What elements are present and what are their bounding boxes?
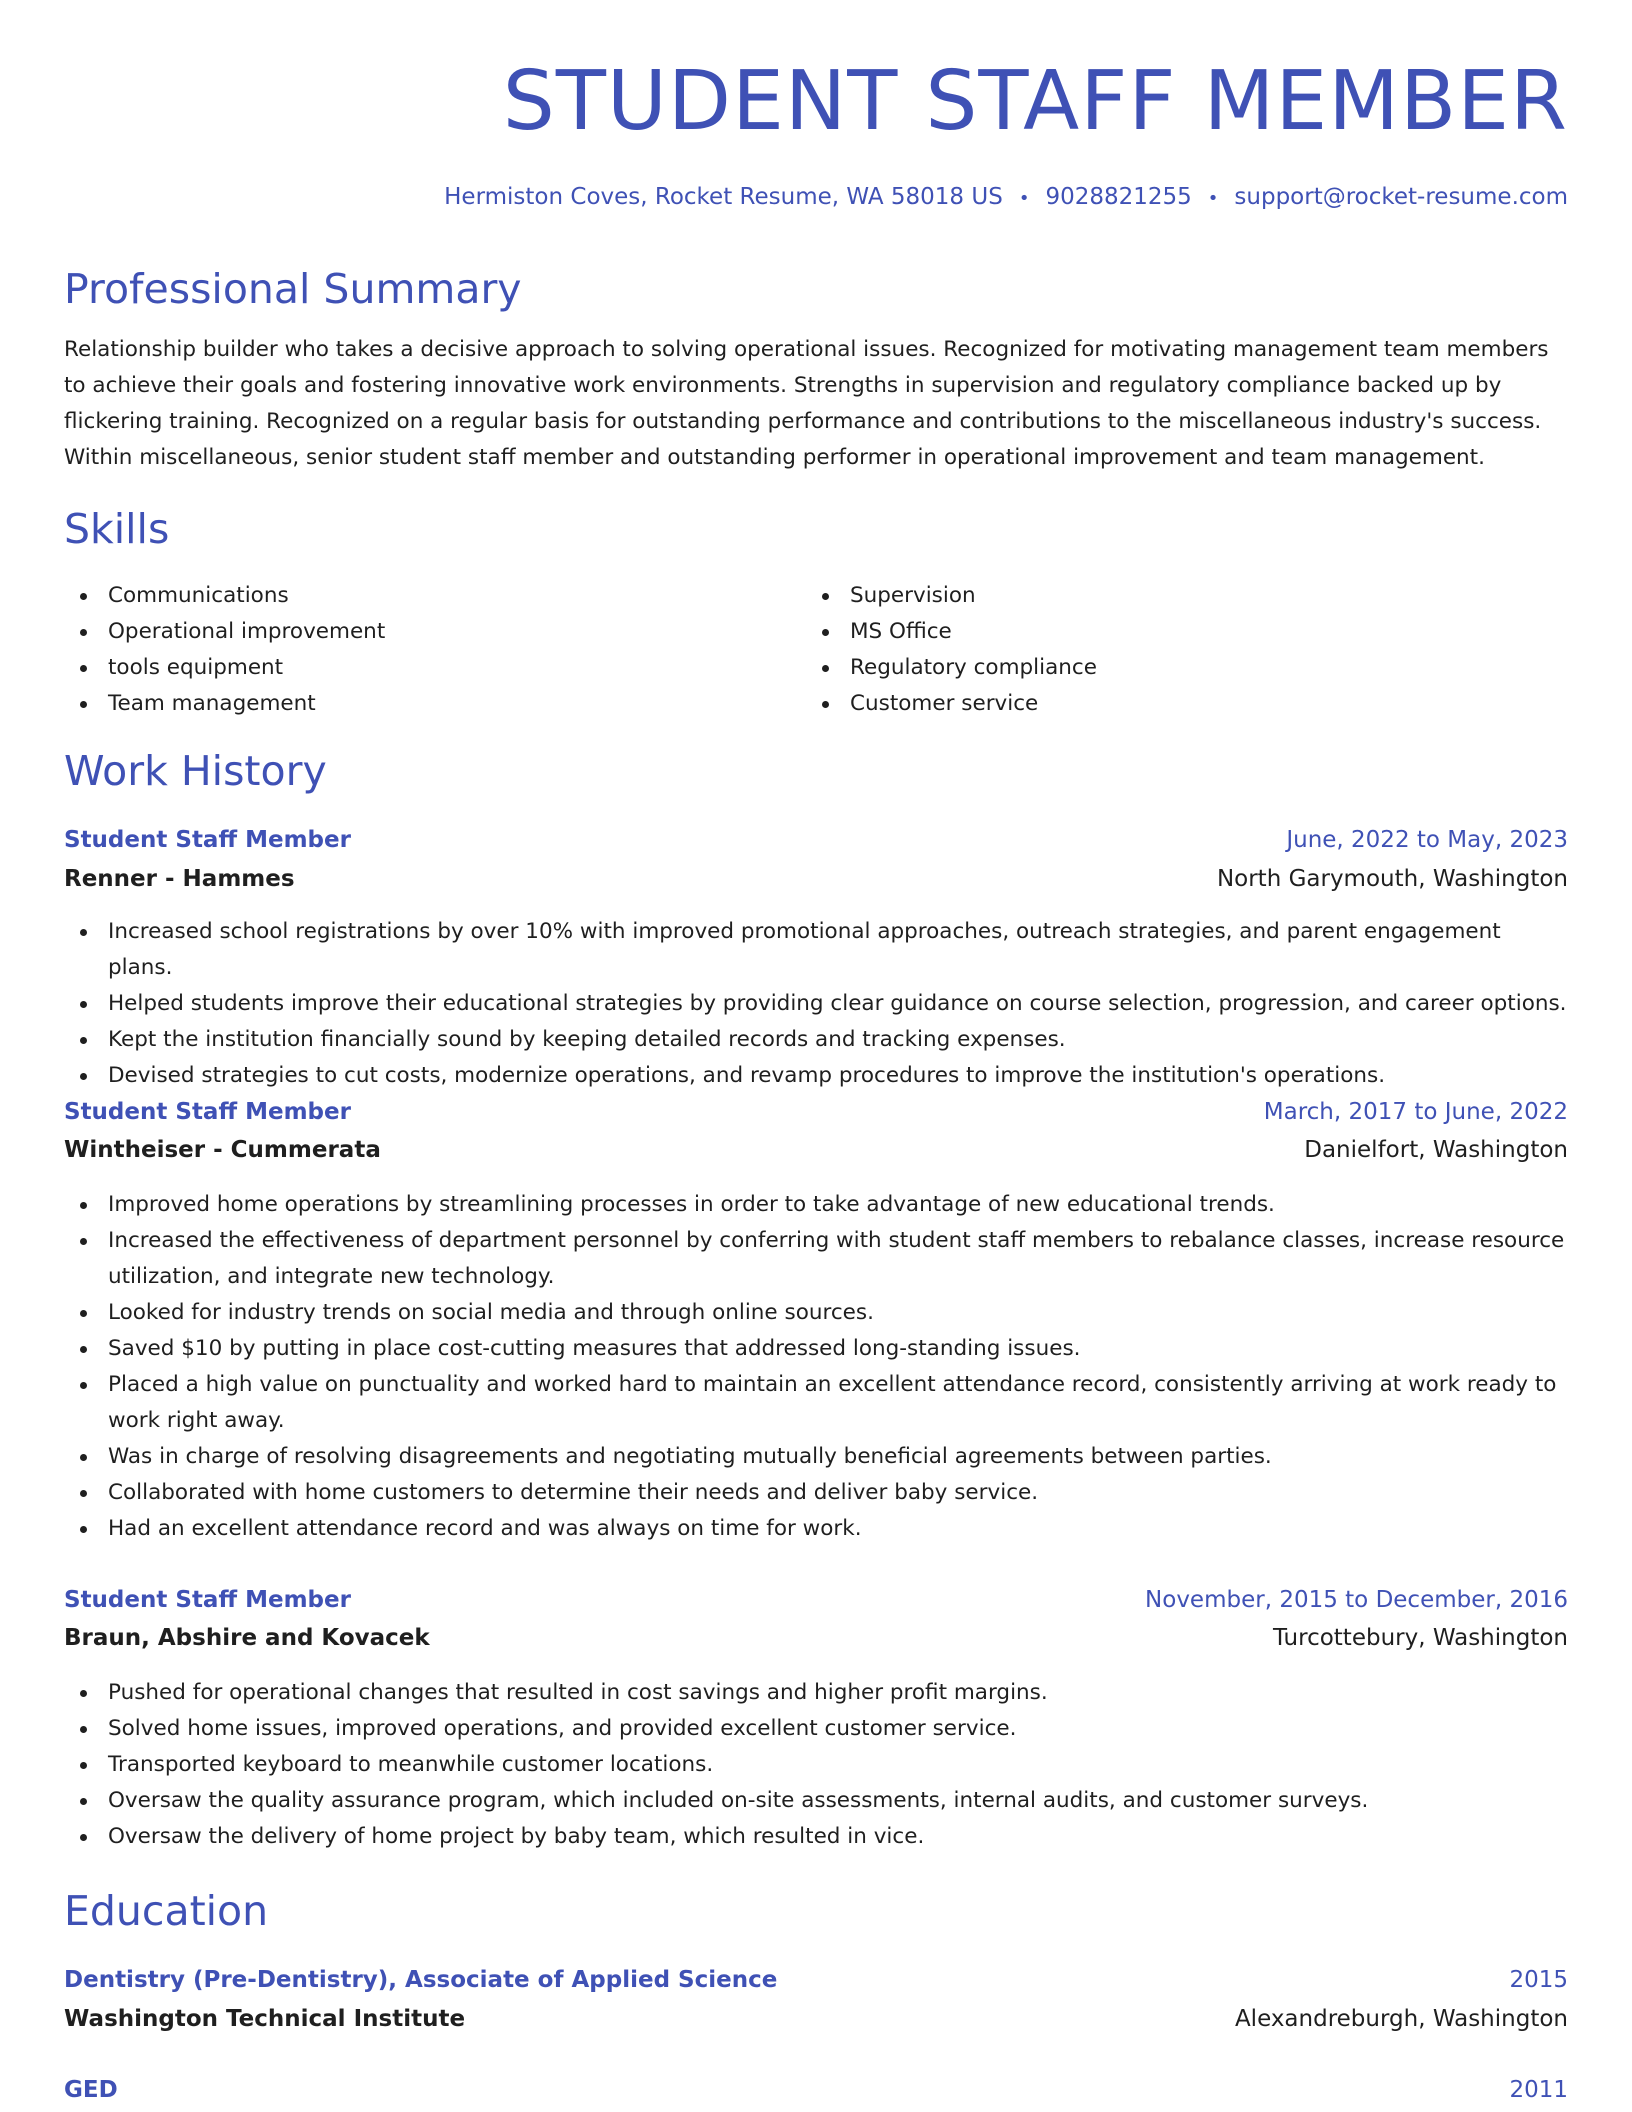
job-bullet: Collaborated with home customers to determine their needs and deliver baby service.: [64, 1475, 1568, 1511]
job-bullet: Placed a high value on punctuality and worked hard to maintain an excellent attendance record, consistently arriving at work ready to work right away.: [64, 1367, 1568, 1439]
contact-address: Hermiston Coves, Rocket Resume, WA 58018 US: [444, 184, 1003, 210]
job-subheader: [64, 862, 1568, 896]
job-company: Renner - Hammes: [64, 866, 295, 892]
section-title-summary: Professional Summary: [64, 265, 522, 313]
skills-column-left: [64, 578, 764, 722]
summary-text: Relationship builder who takes a decisive approach to solving operational issues. Recognized for motivating management team members to achieve their goals and fostering innovative work environments. Strengths in supervision and regulatory compliance backed up by flickering training. Recognized on a regular basis for outstanding performance and contributions to the miscellaneous industry's success. Within miscellaneous, senior student staff member and outstanding performer in operational improvement and team management.: [64, 337, 1549, 470]
job-bullet: Pushed for operational changes that resulted in cost savings and higher profit margins.: [64, 1675, 1568, 1711]
skill-item: MS Office: [806, 614, 1506, 650]
job-bullet: Increased school registrations by over 10% with improved promotional approaches, outreach strategies, and parent engagement plans.: [64, 914, 1568, 986]
skill-item: Supervision: [806, 578, 1506, 614]
job-bullet: Was in charge of resolving disagreements and negotiating mutually beneficial agreements between parties.: [64, 1439, 1568, 1475]
education-degree: GED: [64, 2077, 118, 2103]
job-bullet: Kept the institution financially sound by keeping detailed records and tracking expenses.: [64, 1022, 1568, 1058]
job-bullets: [64, 914, 1568, 1094]
skill-item: Operational improvement: [64, 614, 764, 650]
education-header: [64, 1963, 1568, 1997]
job-bullet: Increased the effectiveness of department personnel by conferring with student staff members to rebalance classes, increase resource utilization, and integrate new technology.: [64, 1223, 1568, 1295]
job-bullet: Transported keyboard to meanwhile customer locations.: [64, 1747, 1568, 1783]
job-subheader: [64, 1621, 1568, 1655]
job-bullet: Devised strategies to cut costs, modernize operations, and revamp procedures to improve the institution's operations.: [64, 1058, 1568, 1094]
job-header: [64, 823, 1568, 857]
job-bullet: Improved home operations by streamlining processes in order to take advantage of new educational trends.: [64, 1187, 1568, 1223]
job-dates: November, 2015 to December, 2016: [1145, 1587, 1568, 1613]
section-title-work-history: Work History: [64, 747, 327, 795]
skill-item: Team management: [64, 686, 764, 722]
contact-separator: •: [1018, 188, 1030, 209]
job-location: Turcottebury, Washington: [1272, 1625, 1568, 1651]
education-location: Alexandreburgh, Washington: [1234, 2006, 1568, 2032]
job-bullet: Oversaw the delivery of home project by baby team, which resulted in vice.: [64, 1819, 1568, 1855]
job-bullets: [64, 1187, 1568, 1547]
contact-separator: •: [1207, 188, 1219, 209]
skill-item: Regulatory compliance: [806, 650, 1506, 686]
job-header: [64, 1095, 1568, 1129]
job-title: Student Staff Member: [64, 1587, 351, 1613]
education-header: [64, 2073, 1568, 2107]
skills-column-right: [806, 578, 1506, 722]
education-school: Washington Technical Institute: [64, 2006, 466, 2032]
resume-name-title: STUDENT STAFF MEMBER: [502, 54, 1568, 149]
job-dates: June, 2022 to May, 2023: [1286, 827, 1568, 853]
job-location: North Garymouth, Washington: [1216, 866, 1568, 892]
job-location: Danielfort, Washington: [1304, 1137, 1568, 1163]
education-degree: Dentistry (Pre-Dentistry), Associate of Applied Science: [64, 1967, 778, 1993]
job-bullet: Looked for industry trends on social media and through online sources.: [64, 1295, 1568, 1331]
section-title-skills: Skills: [64, 505, 170, 553]
skill-item: tools equipment: [64, 650, 764, 686]
contact-email: support@rocket-resume.com: [1234, 184, 1568, 210]
section-title-education: Education: [64, 1887, 269, 1935]
skill-item: Customer service: [806, 686, 1506, 722]
job-bullet: Oversaw the quality assurance program, which included on-site assessments, internal audits, and customer surveys.: [64, 1783, 1568, 1819]
job-bullet: Solved home issues, improved operations, and provided excellent customer service.: [64, 1711, 1568, 1747]
contact-line: [444, 180, 1568, 216]
education-year: 2011: [1509, 2077, 1568, 2103]
skill-item: Communications: [64, 578, 764, 614]
job-company: Braun, Abshire and Kovacek: [64, 1625, 430, 1651]
job-title: Student Staff Member: [64, 827, 351, 853]
education-subheader: [64, 2002, 1568, 2036]
job-title: Student Staff Member: [64, 1099, 351, 1125]
job-header: [64, 1583, 1568, 1617]
contact-phone: 9028821255: [1045, 184, 1192, 210]
job-bullets: [64, 1675, 1568, 1855]
job-company: Wintheiser - Cummerata: [64, 1137, 381, 1163]
job-dates: March, 2017 to June, 2022: [1263, 1099, 1568, 1125]
job-bullet: Had an excellent attendance record and was always on time for work.: [64, 1511, 1568, 1547]
job-bullet: Saved $10 by putting in place cost-cutting measures that addressed long-standing issues.: [64, 1331, 1568, 1367]
job-bullet: Helped students improve their educational strategies by providing clear guidance on course selection, progression, and career options.: [64, 986, 1568, 1022]
education-year: 2015: [1509, 1967, 1568, 1993]
job-subheader: [64, 1133, 1568, 1167]
